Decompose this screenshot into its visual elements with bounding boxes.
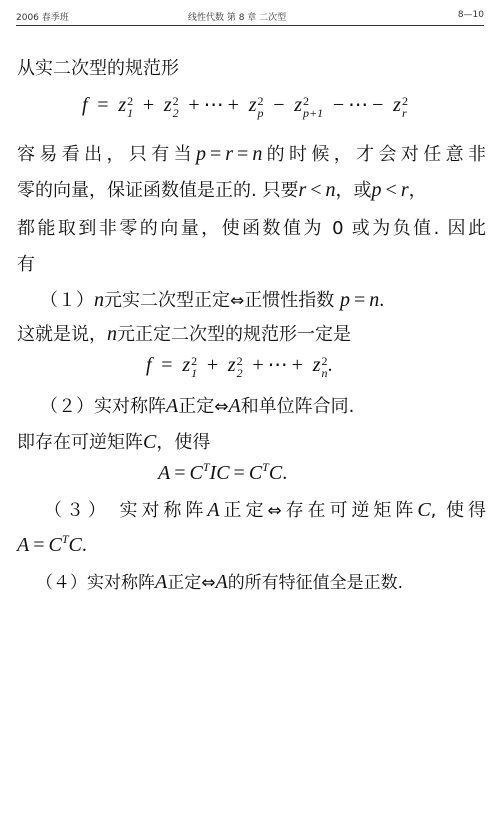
paragraph-line-1: 容易看出，只有当p = r = n的时候，才会对任意非 — [17, 143, 487, 165]
header-rule — [16, 25, 484, 26]
page-header — [16, 10, 484, 24]
header-chapter: 线性代数 第 8 章 二次型 — [188, 13, 287, 23]
theorem-item-1: （１）n元实二次型正定⇔正惯性指数 p = n. — [40, 289, 385, 311]
theorem-item-3-formula: $A = C^TC$. — [17, 532, 87, 556]
theorem-item-2: （２）实对称阵A正定⇔A和单位阵合同. — [40, 395, 355, 417]
paragraph-exists: 即存在可逆矩阵C，使得 — [17, 431, 211, 453]
formula-positive-definite-form: f = z 2 1 + z 2 2 + ⋯ + z 2 n . — [146, 354, 333, 380]
section-heading: 从实二次型的规范形 — [17, 58, 179, 79]
paragraph-line-2: 零的向量，保证函数值是正的. 只要r < n，或p < r， — [17, 179, 427, 201]
header-page-number: 8—10 — [457, 10, 484, 20]
theorem-item-4: （４）实对称阵A正定⇔A的所有特征值全是正数. — [36, 571, 404, 593]
formula-congruence: $A = C^TIC = C^TC$. — [158, 460, 288, 484]
paragraph-this-means: 这就是说，n元正定二次型的规范形一定是 — [17, 323, 351, 345]
header-course: 2006 春季班 — [16, 13, 69, 23]
paragraph-line-4: 有 — [17, 254, 35, 275]
paragraph-line-3: 都能取到非零的向量，使函数值为 0 或为负值. 因此 — [17, 218, 486, 239]
theorem-item-3: （３） 实对称阵A正定⇔存在可逆矩阵C, 使得 — [44, 499, 486, 521]
formula-canonical-form: f = z 2 1 + z 2 2 + ⋯ + z 2 p − z 2 p+1 − ⋯ − z 2 r — [82, 94, 408, 120]
